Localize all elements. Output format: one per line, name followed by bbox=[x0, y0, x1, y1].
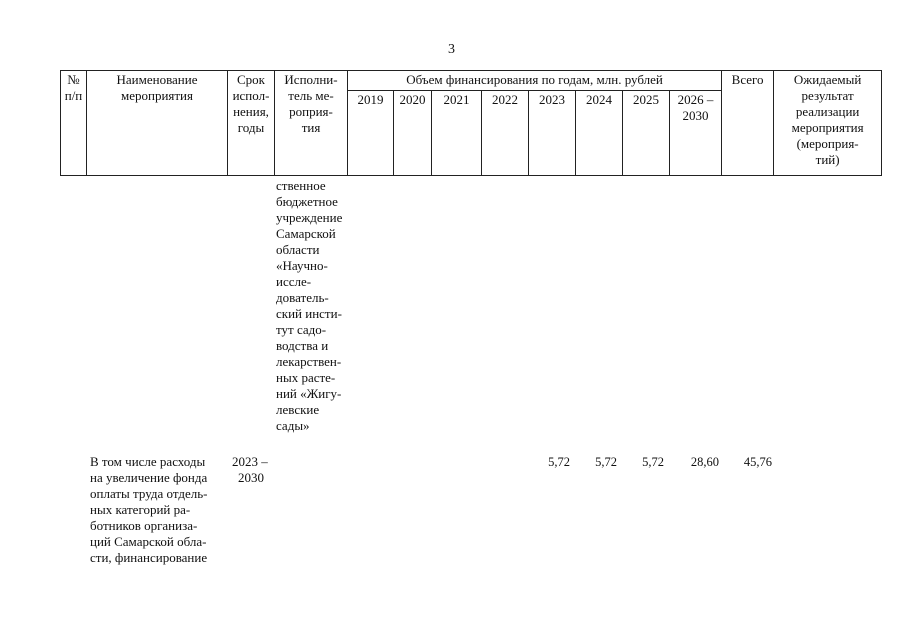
header-no: № п/п bbox=[61, 71, 87, 176]
executor-continued: ственное бюджетное учреждение Самарской области «Научно- иссле- дователь- ский инсти- тут садо- водства и лекарствен- ных расте- ний «Жигу- левские сады» bbox=[276, 178, 343, 433]
header-year-2020: 2020 bbox=[394, 91, 432, 176]
header-executor: Исполни- тель ме- роприя- тия bbox=[275, 71, 348, 176]
header-year-2019: 2019 bbox=[348, 91, 394, 176]
header-name: Наименование мероприятия bbox=[87, 71, 228, 176]
header-funding: Объем финансирования по годам, млн. рублей bbox=[348, 71, 722, 91]
header-year-2021: 2021 bbox=[432, 91, 482, 176]
row-value-2026-2030: 28,60 bbox=[690, 455, 719, 469]
row-value-2023: 5,72 bbox=[548, 455, 570, 469]
header-year-2026-2030: 2026 – 2030 bbox=[670, 91, 722, 176]
header-result: Ожидаемый результат реализации мероприятия (мероприя- тий) bbox=[774, 71, 882, 176]
header-year-2023: 2023 bbox=[529, 91, 576, 176]
row-activity-name: В том числе расходы на увеличение фонда оплаты труда отдель- ных категорий ра- ботников организа- ций Самарской обла- сти, финансирование bbox=[90, 454, 208, 565]
header-year-2022: 2022 bbox=[482, 91, 529, 176]
row-term: 2023 – 2030 bbox=[232, 454, 268, 485]
header-term: Срок испол- нения, годы bbox=[228, 71, 275, 176]
header-total: Всего bbox=[722, 71, 774, 176]
funding-table-header bbox=[60, 70, 882, 176]
row-value-2025: 5,72 bbox=[642, 455, 664, 469]
header-year-2024: 2024 bbox=[576, 91, 623, 176]
header-year-2025: 2025 bbox=[623, 91, 670, 176]
row-value-2024: 5,72 bbox=[595, 455, 617, 469]
row-total: 45,76 bbox=[743, 455, 772, 469]
page-number: 3 bbox=[448, 42, 455, 57]
